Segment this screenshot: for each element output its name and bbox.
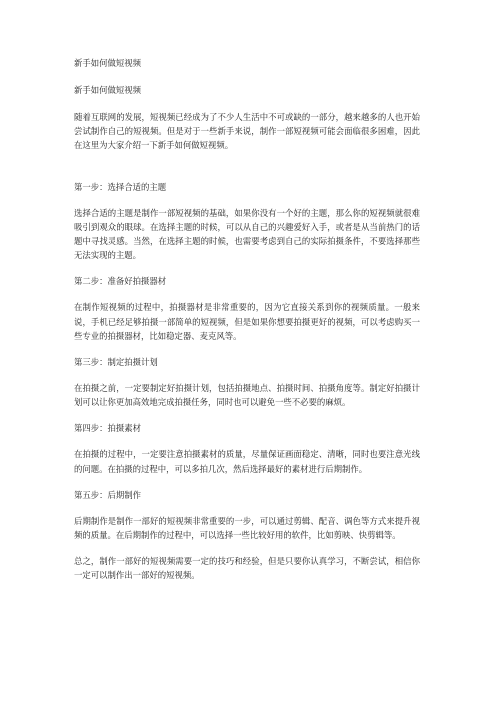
- document-page: [74, 56, 420, 583]
- section-3-body: 在拍摄之前，一定要制定好拍摄计划，包括拍摄地点、拍摄时间、拍摄角度等。制定好拍摄计划可以让你更加高效地完成拍摄任务，同时也可以避免一些不必要的麻烦。: [74, 383, 420, 408]
- document-subtitle: 新手如何做短视频: [74, 85, 141, 95]
- section-2-heading: 第二步：准备好拍摄器材: [74, 276, 167, 287]
- section-1-body: 选择合适的主题是制作一部短视频的基础，如果你没有一个好的主题，那么你的短视频就很难吸引到观众的眼球。在选择主题的时候，可以从自己的兴趣爱好入手，或者是从当前热门的话题中寻找灵感。当然，在选择主题的时候，也需要考虑到自己的实际拍摄条件，不要选择那些无法实现的主题。: [74, 207, 420, 261]
- section-1-heading: 第一步：选择合适的主题: [74, 181, 167, 192]
- intro-paragraph: 随着互联网的发展，短视频已经成为了不少人生活中不可或缺的一部分，越来越多的人也开始尝试制作自己的短视频。但是对于一些新手来说，制作一部短视频可能会面临很多困难，因此在这里为大家介绍一下新手如何做短视频。: [74, 112, 420, 151]
- section-2-body: 在制作短视频的过程中，拍摄器材是非常重要的，因为它直接关系到你的视频质量。一般来说，手机已经足够拍摄一部简单的短视频，但是如果你想要拍摄更好的视频，可以考虑购买一些专业的拍摄器材，比如稳定器、麦克风等。: [74, 302, 420, 341]
- section-3-heading: 第三步：制定拍摄计划: [74, 357, 158, 368]
- section-5-body: 后期制作是制作一部好的短视频非常重要的一步，可以通过剪辑、配音、调色等方式来提升视频的质量。在后期制作的过程中，可以选择一些比较好用的软件，比如剪映、快剪辑等。: [74, 515, 420, 541]
- document-title: 新手如何做短视频: [74, 58, 141, 68]
- section-5-heading: 第五步：后期制作: [74, 489, 141, 500]
- section-4-heading: 第四步：拍摄素材: [74, 423, 141, 434]
- section-4-body: 在拍摄的过程中，一定要注意拍摄素材的质量，尽量保证画面稳定、清晰，同时也要注意光线的问题。在拍摄的过程中，可以多拍几次，然后选择最好的素材进行后期制作。: [74, 449, 420, 474]
- conclusion-paragraph: 总之，制作一部好的短视频需要一定的技巧和经验，但是只要你认真学习，不断尝试，相信你一定可以制作出一部好的短视频。: [74, 556, 420, 581]
